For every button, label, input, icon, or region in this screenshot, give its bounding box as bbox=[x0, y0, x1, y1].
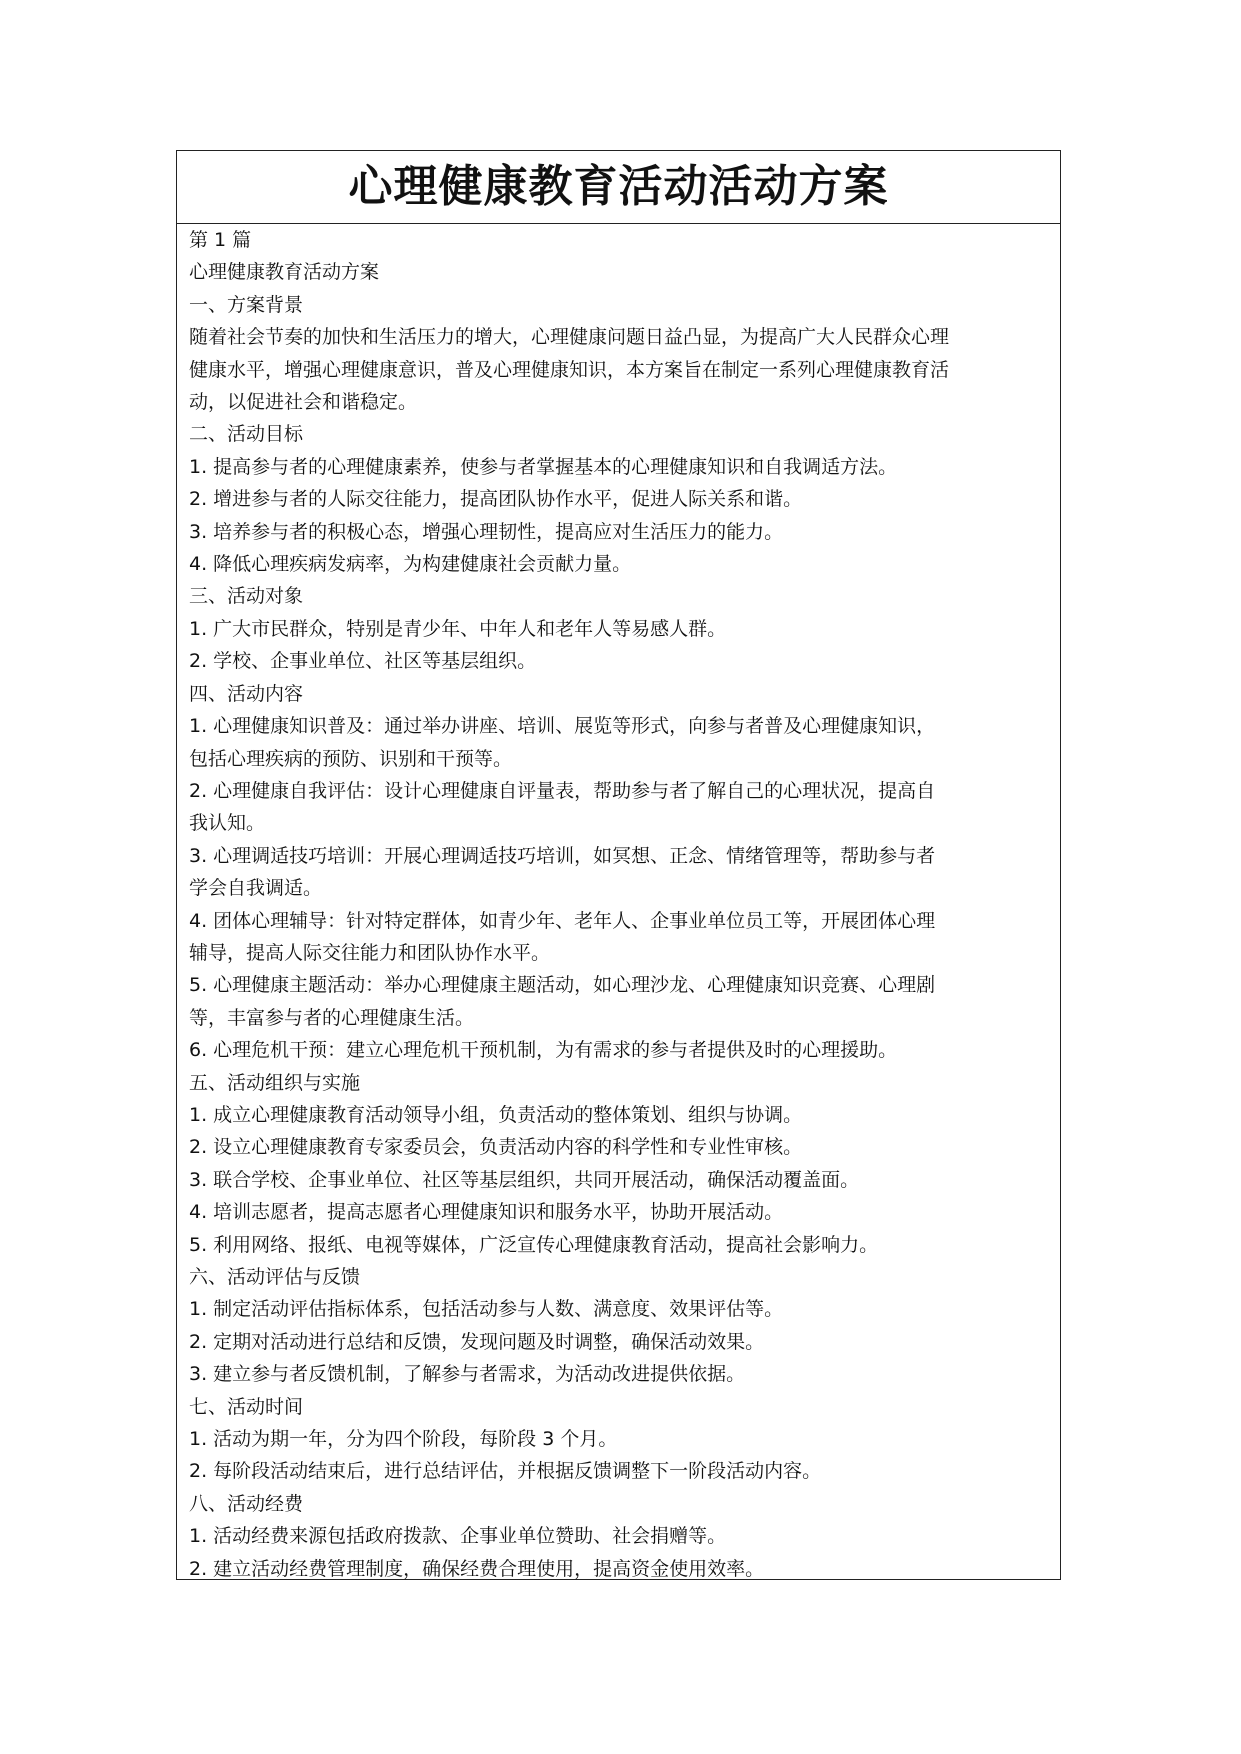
text-line: 2. 学校、企事业单位、社区等基层组织。 bbox=[189, 650, 537, 673]
text-line: 四、活动内容 bbox=[189, 682, 304, 705]
text-line: 4. 降低心理疾病发病率，为构建健康社会贡献力量。 bbox=[189, 553, 632, 576]
text-line: 1. 心理健康知识普及：通过举办讲座、培训、展览等形式，向参与者普及心理健康知识， bbox=[189, 715, 936, 738]
text-line: 2. 每阶段活动结束后，进行总结评估，并根据反馈调整下一阶段活动内容。 bbox=[189, 1460, 822, 1483]
text-line: 七、活动时间 bbox=[189, 1395, 304, 1418]
text-line: 1. 提高参与者的心理健康素养，使参与者掌握基本的心理健康知识和自我调适方法。 bbox=[189, 455, 898, 478]
text-line: 5. 心理健康主题活动：举办心理健康主题活动，如心理沙龙、心理健康知识竞赛、心理剧 bbox=[189, 974, 936, 997]
text-line: 1. 活动经费来源包括政府拨款、企事业单位赞助、社会捐赠等。 bbox=[189, 1525, 727, 1548]
text-line: 包括心理疾病的预防、识别和干预等。 bbox=[189, 747, 513, 770]
text-line: 2. 设立心理健康教育专家委员会，负责活动内容的科学性和专业性审核。 bbox=[189, 1136, 803, 1159]
text-line: 三、活动对象 bbox=[189, 585, 304, 608]
text-line: 5. 利用网络、报纸、电视等媒体，广泛宣传心理健康教育活动，提高社会影响力。 bbox=[189, 1233, 879, 1256]
document-frame bbox=[176, 150, 1061, 1580]
text-line: 1. 活动为期一年，分为四个阶段，每阶段 3 个月。 bbox=[189, 1428, 618, 1451]
text-line: 1. 广大市民群众，特别是青少年、中年人和老年人等易感人群。 bbox=[189, 617, 727, 640]
text-line: 五、活动组织与实施 bbox=[189, 1071, 361, 1094]
document-body bbox=[177, 224, 1060, 1585]
text-line: 2. 心理健康自我评估：设计心理健康自评量表，帮助参与者了解自己的心理状况，提高自 bbox=[189, 779, 936, 802]
text-line: 心理健康教育活动方案 bbox=[189, 261, 380, 284]
text-line: 3. 建立参与者反馈机制，了解参与者需求，为活动改进提供依据。 bbox=[189, 1363, 746, 1386]
text-line: 健康水平，增强心理健康意识，普及心理健康知识，本方案旨在制定一系列心理健康教育活 bbox=[189, 358, 950, 381]
text-line: 1. 成立心理健康教育活动领导小组，负责活动的整体策划、组织与协调。 bbox=[189, 1103, 803, 1126]
text-line: 动，以促进社会和谐稳定。 bbox=[189, 391, 418, 414]
text-line: 一、方案背景 bbox=[189, 293, 304, 316]
text-line: 1. 制定活动评估指标体系，包括活动参与人数、满意度、效果评估等。 bbox=[189, 1298, 784, 1321]
text-line: 3. 联合学校、企事业单位、社区等基层组织，共同开展活动，确保活动覆盖面。 bbox=[189, 1168, 860, 1191]
text-line: 2. 建立活动经费管理制度，确保经费合理使用，提高资金使用效率。 bbox=[189, 1557, 765, 1580]
text-line: 第 1 篇 bbox=[189, 229, 252, 251]
text-line: 2. 定期对活动进行总结和反馈，发现问题及时调整，确保活动效果。 bbox=[189, 1330, 765, 1353]
text-line: 随着社会节奏的加快和生活压力的增大，心理健康问题日益凸显，为提高广大人民群众心理 bbox=[189, 326, 950, 349]
text-line: 八、活动经费 bbox=[189, 1492, 304, 1515]
text-line: 4. 团体心理辅导：针对特定群体，如青少年、老年人、企事业单位员工等，开展团体心理 bbox=[189, 909, 936, 932]
text-line: 2. 增进参与者的人际交往能力，提高团队协作水平，促进人际关系和谐。 bbox=[189, 488, 803, 511]
text-line: 我认知。 bbox=[189, 812, 266, 835]
text-line: 学会自我调适。 bbox=[189, 877, 323, 900]
text-line: 6. 心理危机干预：建立心理危机干预机制，为有需求的参与者提供及时的心理援助。 bbox=[189, 1039, 898, 1062]
text-line: 4. 培训志愿者，提高志愿者心理健康知识和服务水平，协助开展活动。 bbox=[189, 1201, 784, 1224]
text-line: 辅导，提高人际交往能力和团队协作水平。 bbox=[189, 941, 551, 964]
text-line: 等，丰富参与者的心理健康生活。 bbox=[189, 1006, 475, 1029]
document-title: 心理健康教育活动活动方案 bbox=[177, 151, 1060, 224]
text-line: 3. 培养参与者的积极心态，增强心理韧性，提高应对生活压力的能力。 bbox=[189, 520, 784, 543]
text-line: 六、活动评估与反馈 bbox=[189, 1266, 361, 1288]
text-line: 3. 心理调适技巧培训：开展心理调适技巧培训，如冥想、正念、情绪管理等，帮助参与者 bbox=[189, 844, 936, 867]
text-line: 二、活动目标 bbox=[189, 423, 304, 446]
